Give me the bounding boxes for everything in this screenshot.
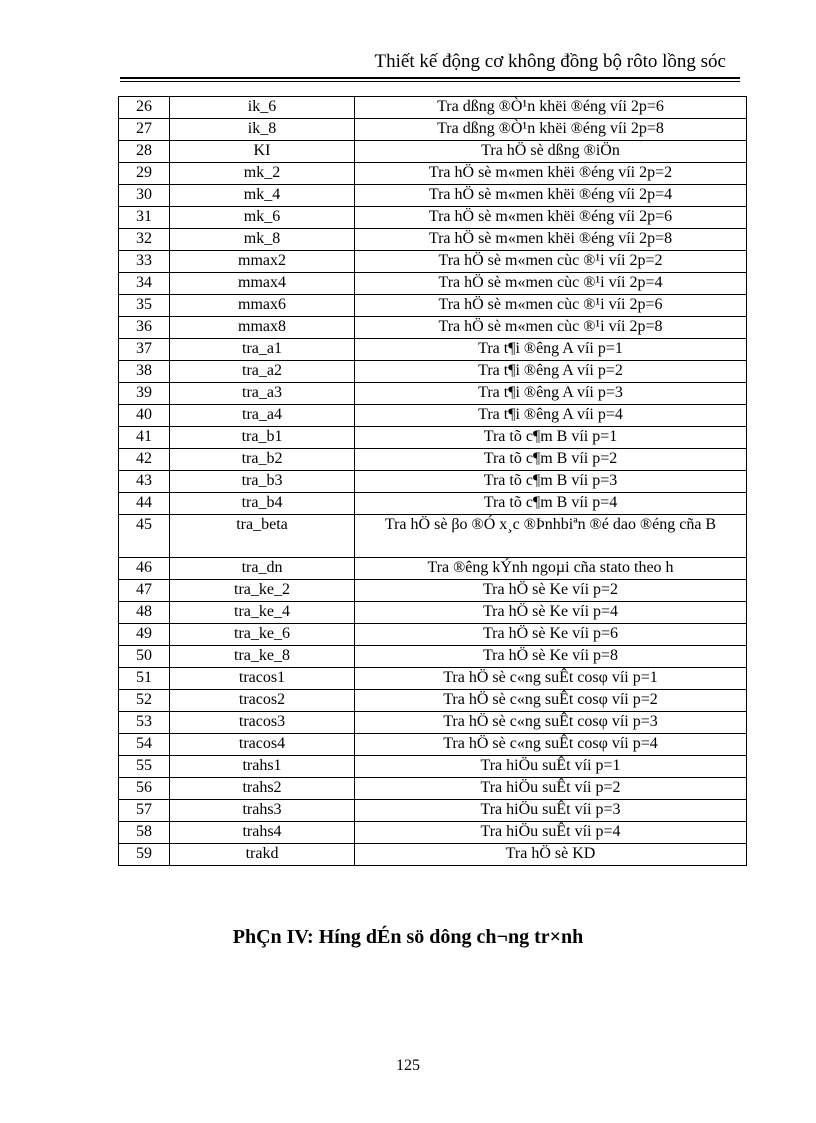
table-row [119,624,747,646]
table-row [119,427,747,449]
row-number: 45 [119,515,170,558]
row-number: 58 [119,822,170,844]
table-row [119,471,747,493]
row-number: 37 [119,339,170,361]
table-row [119,734,747,756]
header-rule-thin [120,81,740,82]
table-row [119,800,747,822]
table-row [119,405,747,427]
function-description: Tra tõ c¶m B víi p=3 [355,471,747,493]
function-description: Tra hiÖu suÊt víi p=4 [355,822,747,844]
table-row [119,97,747,119]
function-description: Tra hÖ sè c«ng suÊt cosφ víi p=2 [355,690,747,712]
function-name: KI [170,141,355,163]
row-number: 49 [119,624,170,646]
function-description: Tra hÖ sè c«ng suÊt cosφ víi p=4 [355,734,747,756]
function-name: tracos3 [170,712,355,734]
row-number: 34 [119,273,170,295]
function-name: tra_a4 [170,405,355,427]
table-row [119,383,747,405]
table-row [119,251,747,273]
table-row [119,515,747,558]
function-description: Tra tõ c¶m B víi p=1 [355,427,747,449]
table-row [119,119,747,141]
row-number: 35 [119,295,170,317]
function-description: Tra hiÖu suÊt víi p=3 [355,800,747,822]
function-name: mmax6 [170,295,355,317]
row-number: 48 [119,602,170,624]
row-number: 50 [119,646,170,668]
table-row [119,756,747,778]
row-number: 53 [119,712,170,734]
row-number: 31 [119,207,170,229]
table-row [119,712,747,734]
row-number: 28 [119,141,170,163]
function-name: tra_ke_2 [170,580,355,602]
section-title: PhÇn IV: Híng dÉn sö dông ch¬ng tr×nh [232,926,584,948]
row-number: 56 [119,778,170,800]
function-name: trakd [170,844,355,866]
function-description: Tra hÖ sè KD [355,844,747,866]
table-row [119,141,747,163]
function-name: mmax4 [170,273,355,295]
table-row [119,185,747,207]
row-number: 27 [119,119,170,141]
row-number: 52 [119,690,170,712]
function-table [118,96,747,866]
table-row [119,317,747,339]
function-name: mmax8 [170,317,355,339]
function-description: Tra hÖ sè m«men cùc ®¹i víi 2p=8 [355,317,747,339]
table-row [119,668,747,690]
function-description: Tra hÖ sè m«men cùc ®¹i víi 2p=4 [355,273,747,295]
function-description: Tra hiÖu suÊt víi p=2 [355,778,747,800]
row-number: 54 [119,734,170,756]
function-description: Tra hÖ sè Ke víi p=2 [355,580,747,602]
function-description: Tra hÖ sè Ke víi p=8 [355,646,747,668]
function-name: tra_a1 [170,339,355,361]
table-row [119,778,747,800]
function-description: Tra hÖ sè Ke víi p=6 [355,624,747,646]
row-number: 47 [119,580,170,602]
function-name: mmax2 [170,251,355,273]
row-number: 33 [119,251,170,273]
function-name: tra_b4 [170,493,355,515]
function-description: Tra hÖ sè c«ng suÊt cosφ víi p=1 [355,668,747,690]
row-number: 30 [119,185,170,207]
function-name: tra_dn [170,558,355,580]
row-number: 40 [119,405,170,427]
row-number: 32 [119,229,170,251]
table-row [119,229,747,251]
function-description: Tra hÖ sè m«men khëi ®éng víi 2p=4 [355,185,747,207]
table-row [119,580,747,602]
function-description: Tra t¶i ®êng A víi p=3 [355,383,747,405]
table-row [119,602,747,624]
function-name: trahs1 [170,756,355,778]
row-number: 51 [119,668,170,690]
function-name: ik_8 [170,119,355,141]
function-description: Tra hÖ sè m«men khëi ®éng víi 2p=8 [355,229,747,251]
function-name: trahs2 [170,778,355,800]
header-title: Thiết kế động cơ không đồng bộ rôto lồng sóc [374,51,726,72]
table-row [119,822,747,844]
row-number: 26 [119,97,170,119]
function-description: Tra hiÖu suÊt víi p=1 [355,756,747,778]
table-row [119,449,747,471]
row-number: 44 [119,493,170,515]
function-name: mk_4 [170,185,355,207]
table-row [119,558,747,580]
function-description: Tra ®êng kÝnh ngoµi cña stato theo h [355,558,747,580]
row-number: 43 [119,471,170,493]
table-row [119,273,747,295]
function-name: tra_a2 [170,361,355,383]
function-name: mk_2 [170,163,355,185]
table-row [119,361,747,383]
function-name: tra_ke_6 [170,624,355,646]
function-name: tra_ke_8 [170,646,355,668]
function-description: Tra t¶i ®êng A víi p=4 [355,405,747,427]
table-row [119,493,747,515]
row-number: 57 [119,800,170,822]
row-number: 39 [119,383,170,405]
function-name: trahs3 [170,800,355,822]
row-number: 36 [119,317,170,339]
table-row [119,646,747,668]
table-row [119,339,747,361]
row-number: 46 [119,558,170,580]
function-description: Tra hÖ sè Ke víi p=4 [355,602,747,624]
function-name: mk_8 [170,229,355,251]
function-description: Tra t¶i ®êng A víi p=2 [355,361,747,383]
function-description: Tra hÖ sè c«ng suÊt cosφ víi p=3 [355,712,747,734]
table-row [119,844,747,866]
function-description: Tra hÖ sè m«men khëi ®éng víi 2p=6 [355,207,747,229]
function-name: tracos2 [170,690,355,712]
function-description: Tra hÖ sè m«men cùc ®¹i víi 2p=2 [355,251,747,273]
function-name: tra_b2 [170,449,355,471]
function-description: Tra tõ c¶m B víi p=4 [355,493,747,515]
row-number: 41 [119,427,170,449]
function-name: tracos1 [170,668,355,690]
function-name: tra_a3 [170,383,355,405]
function-name: ik_6 [170,97,355,119]
header-rule-thick [120,77,740,79]
row-number: 55 [119,756,170,778]
row-number: 59 [119,844,170,866]
function-description: Tra t¶i ®êng A víi p=1 [355,339,747,361]
row-number: 42 [119,449,170,471]
function-description: Tra dßng ®Ò¹n khëi ®éng víi 2p=8 [355,119,747,141]
function-description: Tra dßng ®Ò¹n khëi ®éng víi 2p=6 [355,97,747,119]
function-description: Tra hÖ sè m«men cùc ®¹i víi 2p=6 [355,295,747,317]
function-name: trahs4 [170,822,355,844]
row-number: 38 [119,361,170,383]
function-name: tra_b1 [170,427,355,449]
function-name: mk_6 [170,207,355,229]
function-description: Tra tõ c¶m B víi p=2 [355,449,747,471]
function-description: Tra hÖ sè dßng ®iÖn [355,141,747,163]
function-name: tra_beta [170,515,355,558]
table-row [119,163,747,185]
table-row [119,207,747,229]
function-description: Tra hÖ sè βo ®Ó x¸c ®Þnhbiªn ®é dao ®éng cña B [355,515,747,558]
page-number: 125 [396,1057,420,1074]
function-name: tracos4 [170,734,355,756]
function-name: tra_b3 [170,471,355,493]
function-description: Tra hÖ sè m«men khëi ®éng víi 2p=2 [355,163,747,185]
function-name: tra_ke_4 [170,602,355,624]
table-row [119,690,747,712]
table-row [119,295,747,317]
row-number: 29 [119,163,170,185]
